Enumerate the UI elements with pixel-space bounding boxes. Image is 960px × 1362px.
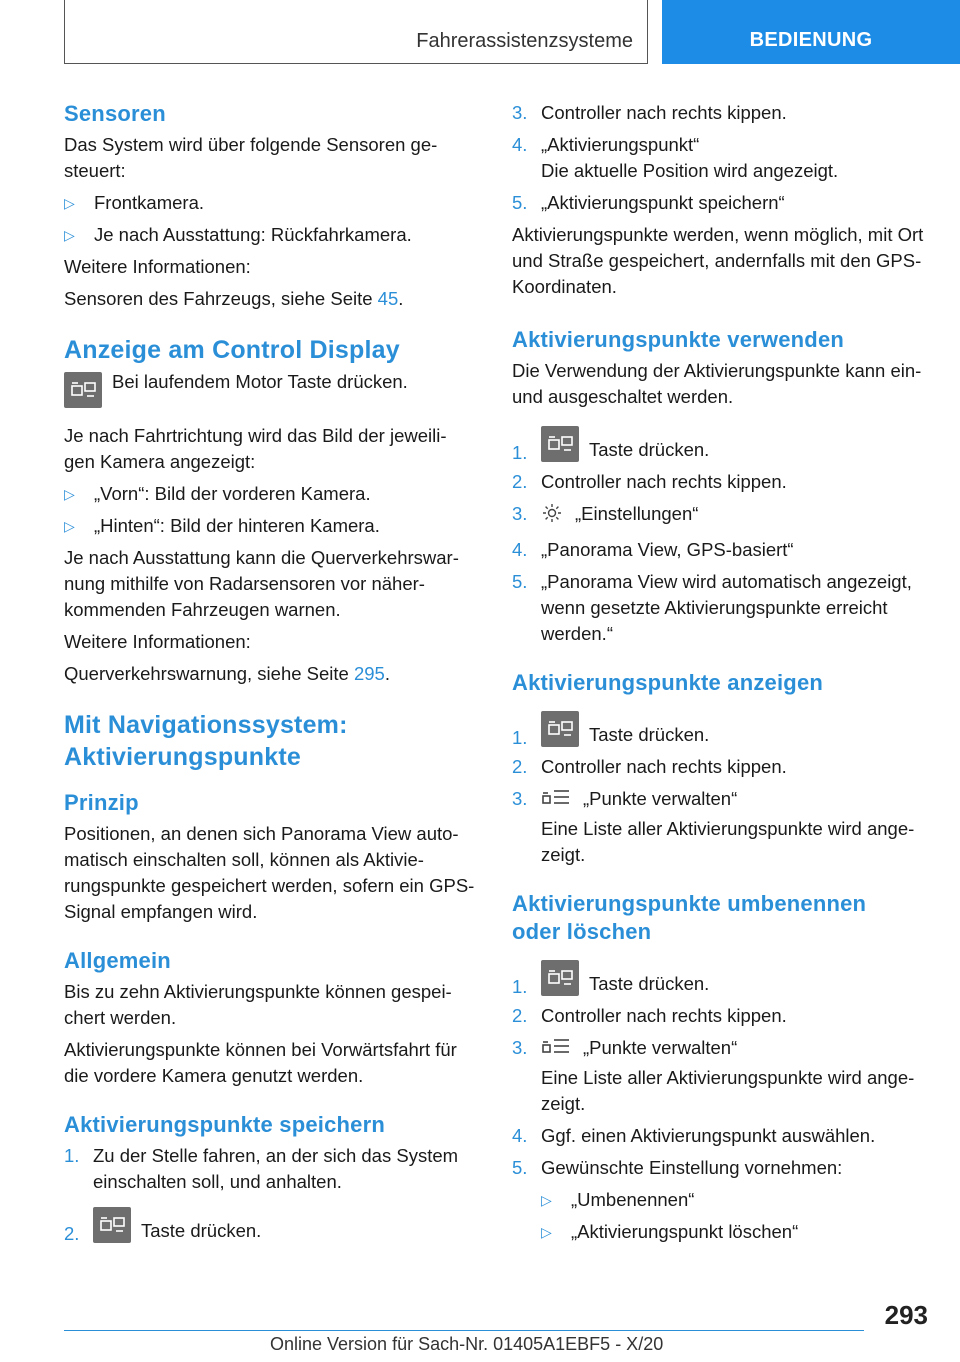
anzeige-paragraph: Je nach Fahrtrichtung wird das Bild der jeweili-gen Kamera angezeigt: xyxy=(64,425,447,472)
querverkehr-paragraph: Je nach Ausstattung kann die Querverkehrswar-nung mithilfe von Radarsensoren vor näher-kommenden Fahrzeugen warnen. xyxy=(64,547,459,620)
heading-anzeige-control-display: Anzeige am Control Display xyxy=(64,336,400,364)
heading-navigationssystem: Mit Navigationssystem: Aktivierungspunkte xyxy=(64,711,348,771)
step-item: 2. Taste drücken. xyxy=(64,1207,476,1244)
gear-icon xyxy=(541,502,563,531)
querverkehr-reference: Querverkehrswarnung, siehe Seite 295. xyxy=(64,663,390,684)
step-item: 1. Taste drücken. xyxy=(512,960,932,997)
triangle-bullet-icon: ▷ xyxy=(64,227,75,243)
step-item: 4. Ggf. einen Aktivierungspunkt auswählen. xyxy=(512,1125,876,1146)
sensoren-intro: Das System wird über folgende Sensoren ge-steuert: xyxy=(64,134,438,181)
step-item: 2. Controller nach rechts kippen. xyxy=(512,756,787,777)
weitere-info-label: Weitere Informationen: xyxy=(64,256,251,277)
page-link-45[interactable]: 45 xyxy=(377,288,399,309)
heading-verwenden: Aktivierungspunkte verwenden xyxy=(512,327,845,352)
step-item: 5. Gewünschte Einstellung vornehmen: xyxy=(512,1157,843,1178)
page-number: 293 xyxy=(884,1300,928,1330)
triangle-bullet-icon: ▷ xyxy=(541,1224,552,1240)
triangle-bullet-icon: ▷ xyxy=(64,195,75,211)
header-section-title: Fahrerassistenzsysteme xyxy=(416,30,633,52)
step-item: 2. Controller nach rechts kippen. xyxy=(512,1005,787,1026)
heading-umbenennen: Aktivierungspunkte umbenennen oder löschen xyxy=(512,891,867,944)
step-item: 3. „Einstellungen“ xyxy=(512,501,932,531)
weitere-info-label: Weitere Informationen: xyxy=(64,631,251,652)
camera-button-icon xyxy=(93,1207,131,1243)
camera-button-icon xyxy=(541,711,579,747)
list-item: ▷ „Vorn“: Bild der vorderen Kamera. xyxy=(64,481,476,507)
prinzip-paragraph: Positionen, an denen sich Panorama View auto-matisch einschalten soll, können als Aktivie-rungspunkte gespeichert werden, sofern ein GPS-Signal empfangen wird. xyxy=(64,823,475,922)
step-item: 4. „Aktivierungspunkt“ Die aktuelle Position wird angezeigt. xyxy=(512,134,839,181)
camera-button-icon xyxy=(64,372,102,408)
heading-prinzip: Prinzip xyxy=(64,790,139,815)
right-column xyxy=(512,100,932,1251)
step-item: 2. Controller nach rechts kippen. xyxy=(512,471,787,492)
triangle-bullet-icon: ▷ xyxy=(541,1192,552,1208)
list-item: ▷ „Aktivierungspunkt löschen“ xyxy=(541,1219,932,1245)
step-item: 1. Zu der Stelle fahren, an der sich das System einschalten soll, und anhalten. xyxy=(64,1145,459,1192)
heading-sensoren: Sensoren xyxy=(64,101,166,126)
verwenden-paragraph: Die Verwendung der Aktivierungspunkte kann ein- und ausgeschaltet werden. xyxy=(512,360,922,407)
allgemein-paragraph-2: Aktivierungspunkte können bei Vorwärtsfahrt für die vordere Kamera genutzt werden. xyxy=(64,1039,457,1086)
manage-points-icon xyxy=(541,787,571,816)
triangle-bullet-icon: ▷ xyxy=(64,486,75,502)
step-item: 5. „Aktivierungspunkt speichern“ xyxy=(512,192,785,213)
step-item: 3. Controller nach rechts kippen. xyxy=(512,102,787,123)
footer-online-version: Online Version für Sach-Nr. 01405A1EBF5 - X/20 xyxy=(270,1334,664,1354)
triangle-bullet-icon: ▷ xyxy=(64,518,75,534)
step-item: 3. „Punkte verwalten“ Eine Liste aller Aktivierungspunkte wird ange-zeigt. xyxy=(512,788,915,865)
header-section-box xyxy=(64,0,648,64)
footer-divider xyxy=(64,1330,864,1331)
manage-points-icon xyxy=(541,1036,571,1065)
step-item: 5. „Panorama View wird automatisch angezeigt, wenn gesetzte Aktivierungspunkte erreicht werden.“ xyxy=(512,571,912,644)
left-column xyxy=(64,100,476,1250)
camera-button-icon xyxy=(541,960,579,996)
list-item: ▷ „Umbenennen“ xyxy=(541,1187,932,1213)
list-item: ▷ Frontkamera. xyxy=(64,190,476,216)
camera-button-icon xyxy=(541,426,579,462)
allgemein-paragraph-1: Bis zu zehn Aktivierungspunkte können gespei-chert werden. xyxy=(64,981,452,1028)
step-item: 4. „Panorama View, GPS-basiert“ xyxy=(512,539,794,560)
speichern-note: Aktivierungspunkte werden, wenn möglich, mit Ort und Straße gespeichert, andernfalls mit den GPS-Koordinaten. xyxy=(512,224,924,297)
anzeige-button-instruction: Bei laufendem Motor Taste drücken. xyxy=(64,372,476,409)
step-item: 3. „Punkte verwalten“ Eine Liste aller Aktivierungspunkte wird ange-zeigt. xyxy=(512,1037,915,1114)
page-link-295[interactable]: 295 xyxy=(353,663,385,684)
header-tab-bedienung: BEDIENUNG xyxy=(662,0,960,64)
list-item: ▷ „Hinten“: Bild der hinteren Kamera. xyxy=(64,513,476,539)
sensoren-reference: Sensoren des Fahrzeugs, siehe Seite 45. xyxy=(64,288,404,309)
step-item: 1. Taste drücken. xyxy=(512,426,932,463)
step-item: 1. Taste drücken. xyxy=(512,711,932,748)
heading-anzeigen: Aktivierungspunkte anzeigen xyxy=(512,670,824,695)
heading-speichern: Aktivierungspunkte speichern xyxy=(64,1112,386,1137)
list-item: ▷ Je nach Ausstattung: Rückfahrkamera. xyxy=(64,222,476,248)
heading-allgemein: Allgemein xyxy=(64,948,171,973)
